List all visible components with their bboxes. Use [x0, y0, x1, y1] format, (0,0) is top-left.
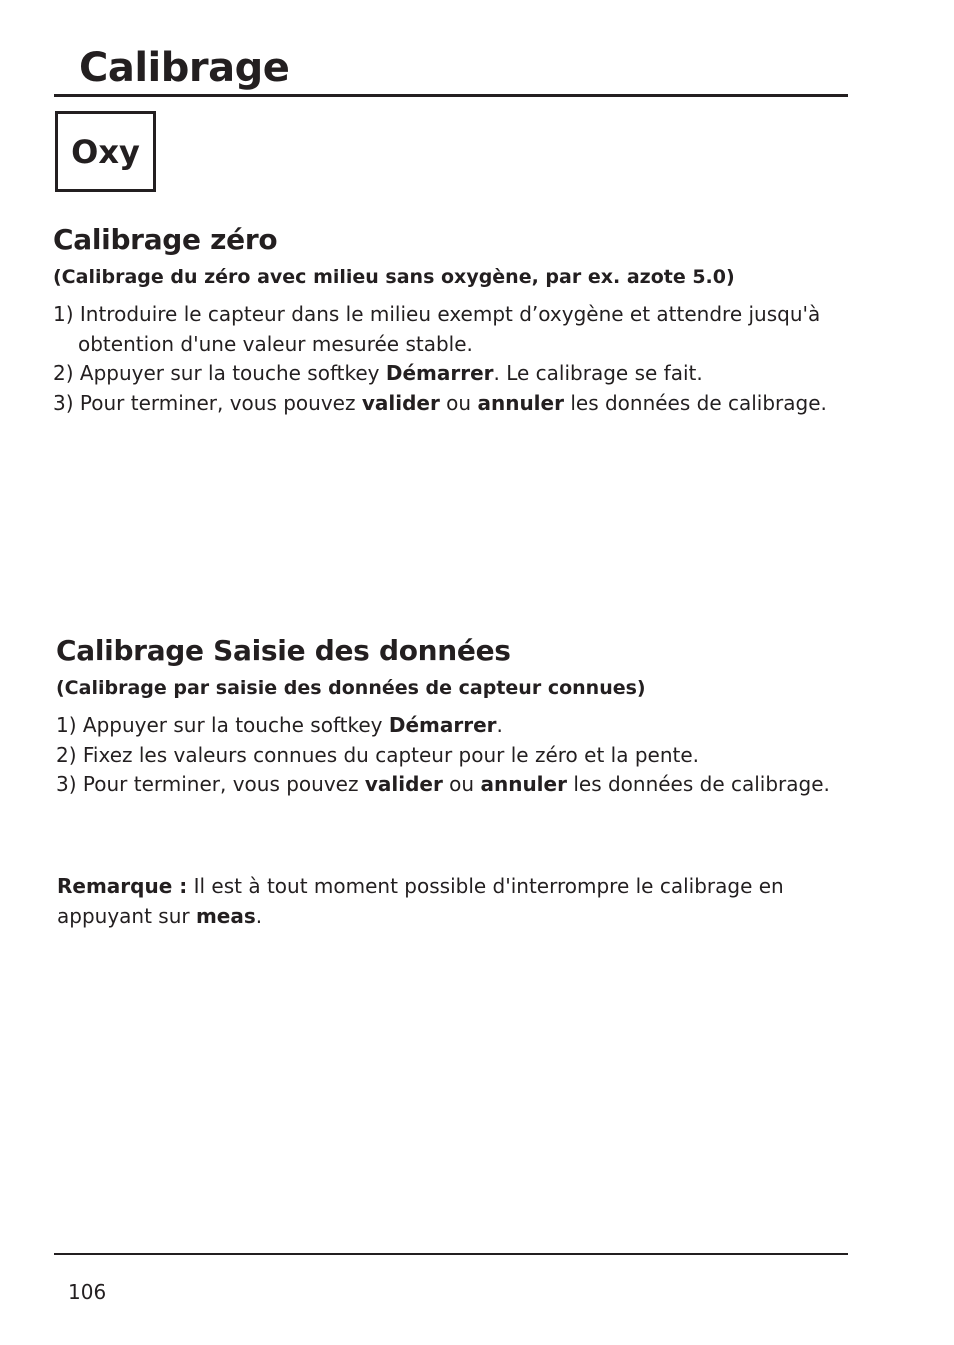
zero-calibration-heading: Calibrage zéro — [53, 223, 278, 256]
zero-calibration-step-3: 3) Pour terminer, vous pouvez valider ou annuler les données de calibrage. — [53, 390, 827, 415]
data-entry-calibration-steps — [56, 711, 876, 800]
zero-calibration-section — [53, 222, 873, 418]
zero-calibration-subheading: (Calibrage du zéro avec milieu sans oxygène, par ex. azote 5.0) — [53, 266, 735, 288]
data-entry-calibration-subheading: (Calibrage par saisie des données de capteur connues) — [56, 677, 646, 699]
start-softkey-label: Démarrer — [385, 361, 494, 385]
validate-label: valider — [364, 772, 443, 796]
oxy-badge — [55, 111, 156, 192]
remark-note: Remarque : Il est à tout moment possible d'interrompre le calibrage en appuyant sur meas. — [57, 874, 784, 928]
data-entry-calibration-step-3: 3) Pour terminer, vous pouvez valider ou annuler les données de calibrage. — [56, 772, 830, 796]
data-entry-calibration-section — [56, 633, 876, 800]
oxy-badge-label: Oxy — [71, 132, 140, 171]
data-entry-calibration-step-1: 1) Appuyer sur la touche softkey Démarrer. — [56, 713, 503, 737]
validate-label: valider — [361, 390, 440, 415]
data-entry-calibration-step-2: 2) Fixez les valeurs connues du capteur pour le zéro et la pente. — [56, 742, 699, 767]
page-title: Calibrage — [79, 45, 290, 91]
cancel-label: annuler — [477, 390, 564, 415]
zero-calibration-steps — [53, 300, 873, 418]
footer-divider — [54, 1253, 848, 1255]
zero-calibration-step-2: 2) Appuyer sur la touche softkey Démarrer. Le calibrage se fait. — [53, 361, 703, 385]
title-divider — [54, 94, 848, 97]
remark-label: Remarque : — [57, 874, 188, 898]
start-softkey-label: Démarrer — [388, 713, 497, 737]
meas-key-label: meas — [195, 903, 256, 928]
data-entry-calibration-heading: Calibrage Saisie des données — [56, 634, 511, 667]
cancel-label: annuler — [480, 772, 567, 796]
page-number: 106 — [68, 1280, 107, 1304]
zero-calibration-step-1: 1) Introduire le capteur dans le milieu exempt d’oxygène et attendre jusqu'à obtention d'une valeur mesurée stable. — [53, 302, 821, 356]
